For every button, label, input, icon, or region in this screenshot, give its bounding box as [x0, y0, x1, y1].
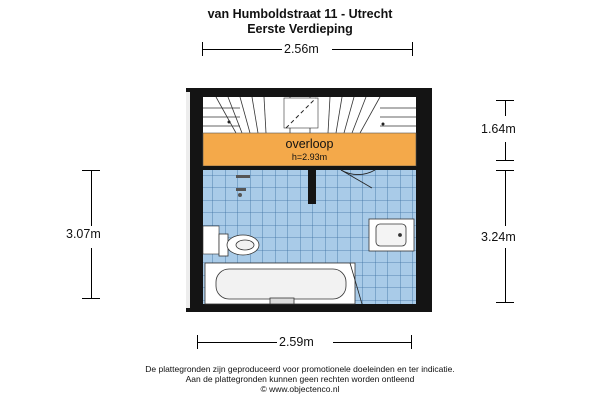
- landing-label: [203, 137, 416, 162]
- toilet: [219, 234, 259, 256]
- copyright-line: © www.objectenco.nl: [260, 384, 340, 394]
- bathtub: [205, 263, 362, 304]
- top-width-label: 2.56m: [284, 42, 319, 56]
- right-upper-height-label: 1.64m: [481, 122, 516, 136]
- left-height-label: 3.07m: [66, 227, 101, 241]
- plan-address-title: van Humboldstraat 11 - Utrecht: [207, 7, 393, 21]
- bottom-width-label: 2.59m: [279, 335, 314, 349]
- landing-name: overloop: [285, 137, 334, 151]
- landing-ceiling-height: h=2.93m: [291, 152, 328, 162]
- disclaimer-line-2: Aan de plattegronden kunnen geen rechten worden ontleend: [185, 374, 415, 384]
- right-lower-height-label: 3.24m: [481, 230, 516, 244]
- disclaimer-line-1: De plattegronden zijn geproduceerd voor promotionele doeleinden en ter indicatie.: [145, 364, 455, 374]
- floor-name-title: Eerste Verdieping: [247, 22, 353, 36]
- washbasin: [369, 219, 414, 251]
- staircase: [203, 97, 416, 133]
